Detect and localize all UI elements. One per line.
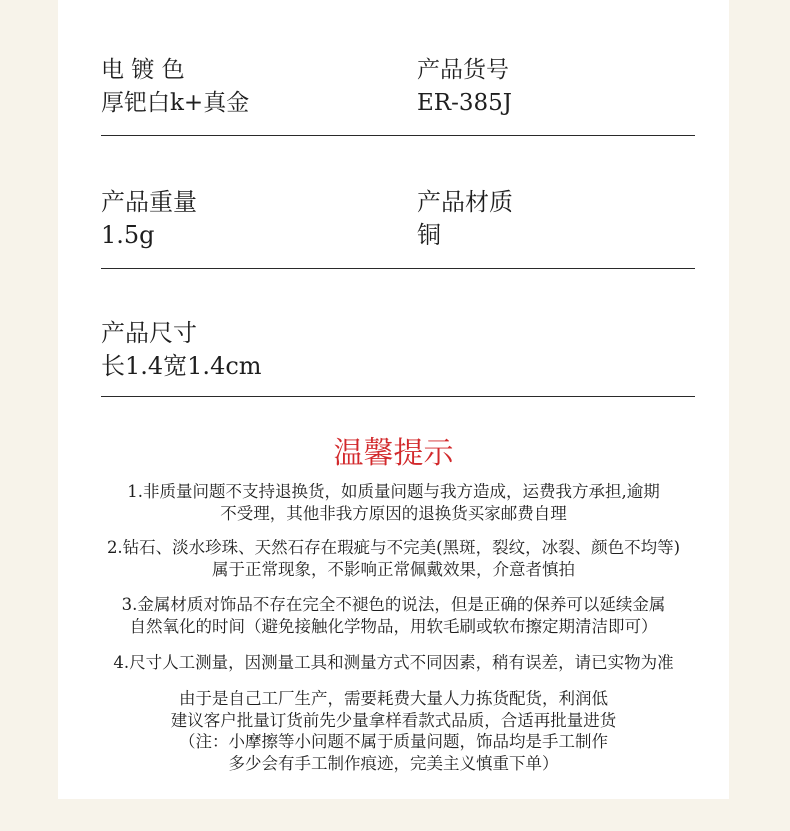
spec-weight [101,188,197,250]
spec-size [101,319,262,381]
spec-value: ER-385J [417,90,512,116]
footer-note [58,688,729,774]
spec-value: 长1.4宽1.4cm [101,352,262,380]
spec-label: 电 镀 色 [101,57,185,83]
spec-value: 铜 [417,221,441,249]
spec-value: 1.5g [101,221,155,249]
notice-item [58,652,729,674]
notice-line: 4.尺寸人工测量，因测量工具和测量方式不同因素，稍有误差，请已实物为准 [113,653,674,672]
notice-list [58,481,729,674]
footer-line: 建议客户批量订货前先少量拿样看款式品质，合适再批量进货 [170,710,617,730]
footer-line: 多少会有手工制作痕迹，完美主义慎重下单） [228,753,559,773]
footer-line: 由于是自己工厂生产，需要耗费大量人力拣货配货，利润低 [179,689,608,708]
spec-label: 产品货号 [417,57,509,83]
spec-product-number [417,56,512,117]
notice-line: 自然氧化的时间（避免接触化学物品，用软毛刷或软布擦定期清洁即可） [129,617,658,636]
notice-line: 1.非质量问题不支持退换货，如质量问题与我方造成，运费我方承担,逾期 [127,482,660,501]
divider [101,268,695,269]
spec-label: 产品重量 [101,188,197,216]
notice-title: 温馨提示 [333,436,454,471]
divider [101,396,695,397]
notice-line: 属于正常现象，不影响正常佩戴效果，介意者慎拍 [212,560,575,579]
divider [101,135,695,136]
footer-line: （注：小摩擦等小问题不属于质量问题，饰品均是手工制作 [179,732,608,751]
product-spec-card [58,0,729,799]
notice-line: 2.钻石、淡水珍珠、天然石存在瑕疵与不完美(黑斑，裂纹，冰裂、颜色不均等) [106,538,681,557]
spec-label: 产品材质 [417,188,513,216]
notice-item [58,594,729,638]
spec-label: 产品尺寸 [101,319,197,347]
notice-item [58,481,729,525]
notice-line: 3.金属材质对饰品不存在完全不褪色的说法，但是正确的保养可以延续金属 [121,595,666,614]
spec-plating-color [101,56,249,117]
notice-line: 不受理，其他非我方原因的退换货买家邮费自理 [220,504,567,523]
notice-item [58,537,729,581]
spec-material [417,188,513,250]
spec-value: 厚钯白k+真金 [101,90,250,116]
